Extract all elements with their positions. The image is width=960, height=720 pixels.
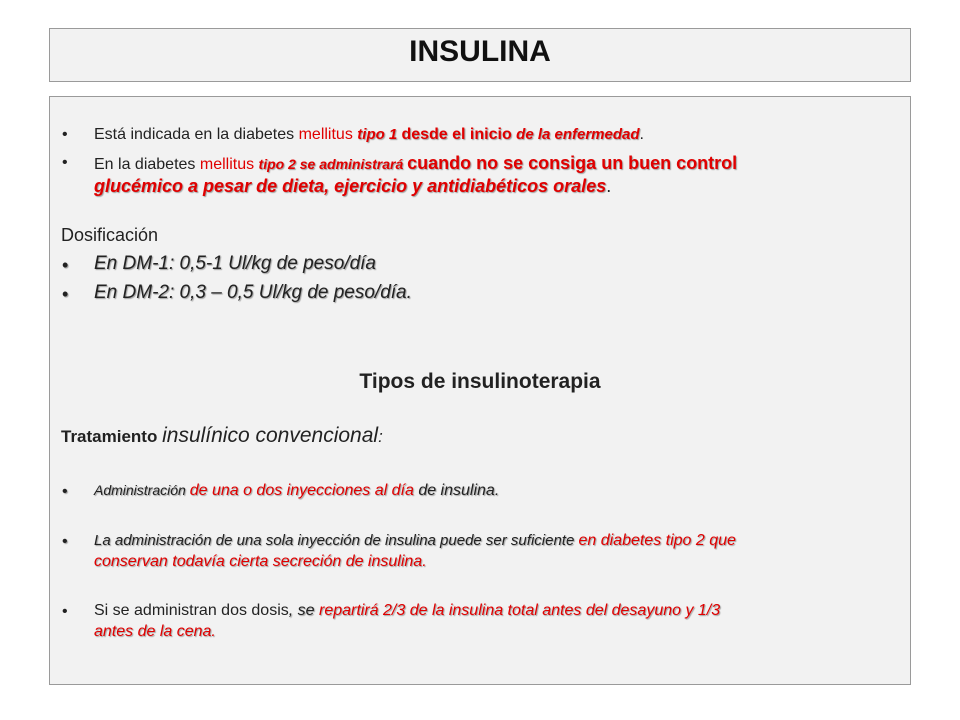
bullet-dot: • bbox=[62, 603, 68, 620]
page-title: INSULINA bbox=[409, 35, 551, 68]
bullet-dot: • bbox=[62, 284, 69, 304]
tratamiento-label: Tratamiento insulínico convencional: bbox=[61, 424, 383, 447]
tipos-point-1: Administración de una o dos inyecciones al día de insulina. bbox=[94, 482, 500, 499]
content-panel bbox=[49, 96, 911, 685]
bullet-dot: • bbox=[62, 533, 68, 550]
tipos-point-3-line-2: antes de la cena. bbox=[94, 623, 216, 640]
tipos-point-2-line-1: La administración de una sola inyección de insulina puede ser suficiente en diabetes tipo 2 que bbox=[94, 532, 736, 549]
intro-bullet-2-line-2: glucémico a pesar de dieta, ejercicio y antidiabéticos orales. bbox=[94, 176, 612, 196]
tipos-point-3-line-1: Si se administran dos dosis, se repartirá 2/3 de la insulina total antes del desayuno y 1/3 bbox=[94, 602, 721, 619]
dosificacion-heading: Dosificación bbox=[61, 225, 159, 245]
bullet-dot: • bbox=[62, 154, 68, 171]
bullet-dot: • bbox=[62, 126, 68, 143]
bullet-dot: • bbox=[62, 255, 69, 275]
tipos-heading: Tipos de insulinoterapia bbox=[359, 370, 601, 393]
title-box bbox=[49, 28, 911, 82]
intro-bullet-2-line-1: En la diabetes mellitus tipo 2 se administrará cuando no se consiga un buen control bbox=[94, 153, 738, 173]
dosificacion-item-2: En DM-2: 0,3 – 0,5 Ul/kg de peso/día. bbox=[94, 282, 412, 303]
dosificacion-item-1: En DM-1: 0,5-1 Ul/kg de peso/día bbox=[94, 253, 376, 274]
tipos-point-2-line-2: conservan todavía cierta secreción de insulina. bbox=[94, 553, 427, 570]
bullet-dot: • bbox=[62, 483, 68, 500]
intro-bullet-1: Está indicada en la diabetes mellitus tipo 1 desde el inicio de la enfermedad. bbox=[94, 126, 644, 143]
